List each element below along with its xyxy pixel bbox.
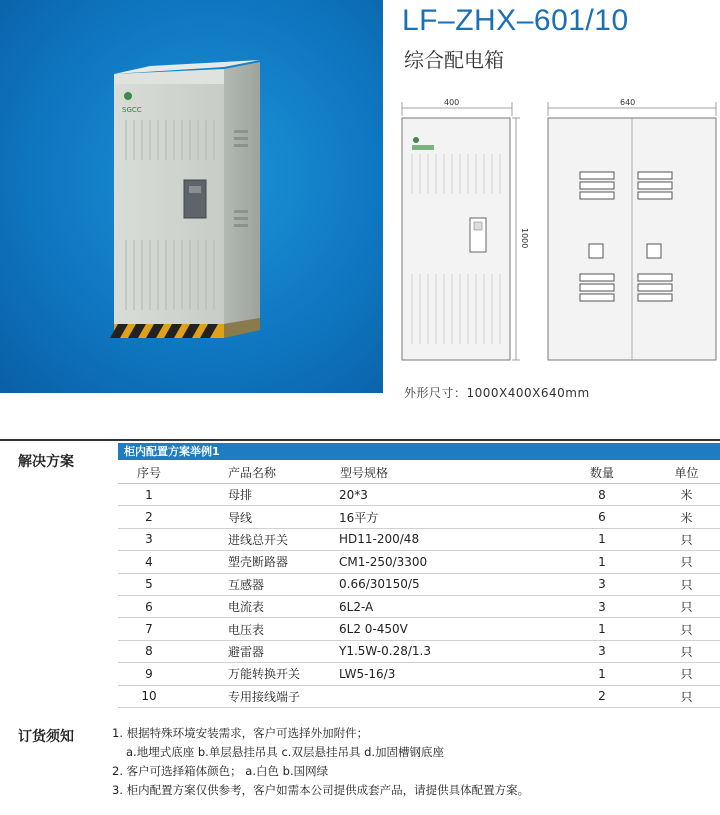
cell-index: 6 <box>118 595 180 617</box>
col-header-unit: 单位 <box>653 461 720 484</box>
cell-index: 5 <box>118 573 180 595</box>
cell-index: 2 <box>118 506 180 528</box>
col-header-product: 产品名称 <box>180 461 339 484</box>
cell-unit: 只 <box>653 618 720 640</box>
cabinet-front <box>114 84 224 324</box>
table-row <box>118 573 720 595</box>
cell-quantity: 6 <box>551 506 653 528</box>
cell-unit: 只 <box>653 595 720 617</box>
note-line: 1. 根据特殊环境安装需求，客户可选择外加附件； <box>112 726 369 740</box>
section-divider <box>0 439 720 441</box>
col-header-index: 序号 <box>118 461 180 484</box>
cell-model: LW5-16/3 <box>339 663 551 685</box>
cell-quantity: 3 <box>551 573 653 595</box>
cell-index: 1 <box>118 484 180 506</box>
cell-unit: 只 <box>653 551 720 573</box>
cell-model: 6L2-A <box>339 595 551 617</box>
cell-quantity: 3 <box>551 595 653 617</box>
table-title: 柜内配置方案举例1 <box>118 443 720 460</box>
config-table <box>118 461 720 708</box>
cell-product: 电流表 <box>180 595 339 617</box>
cell-model: 16平方 <box>339 506 551 528</box>
front-view-drawing <box>402 118 510 360</box>
cell-index: 4 <box>118 551 180 573</box>
cell-index: 7 <box>118 618 180 640</box>
cell-model: 20*3 <box>339 484 551 506</box>
cell-index: 9 <box>118 663 180 685</box>
cell-model: HD11-200/48 <box>339 528 551 550</box>
cell-quantity: 3 <box>551 640 653 662</box>
table-row <box>118 618 720 640</box>
cell-unit: 只 <box>653 663 720 685</box>
side-view-drawing <box>548 118 716 360</box>
cell-unit: 只 <box>653 640 720 662</box>
cabinet-side <box>224 62 260 324</box>
note-line: 3. 柜内配置方案仅供参考，客户如需本公司提供成套产品，请提供具体配置方案。 <box>112 783 530 797</box>
note-line: 2. 客户可选择箱体颜色； a.白色 b.国网绿 <box>112 764 329 778</box>
cell-model <box>339 685 551 707</box>
product-photo <box>0 0 383 393</box>
ordering-heading: 订货须知 <box>18 729 74 745</box>
col-header-model: 型号规格 <box>339 461 551 484</box>
cell-index: 8 <box>118 640 180 662</box>
ordering-notes <box>112 724 529 800</box>
table-row <box>118 484 720 506</box>
product-name: 综合配电箱 <box>404 48 504 72</box>
cell-product: 互感器 <box>180 573 339 595</box>
dimension-drawing <box>398 94 720 368</box>
cell-model: 0.66/30150/5 <box>339 573 551 595</box>
cell-product: 避雷器 <box>180 640 339 662</box>
front-width-label: 400 <box>444 98 460 107</box>
height-label: 1000 <box>520 228 529 249</box>
table-row <box>118 528 720 550</box>
table-row <box>118 506 720 528</box>
cell-model: Y1.5W-0.28/1.3 <box>339 640 551 662</box>
cell-model: 6L2 0-450V <box>339 618 551 640</box>
dimensions-text: 外形尺寸：1000X400X640mm <box>404 386 590 400</box>
cell-quantity: 1 <box>551 618 653 640</box>
cell-product: 电压表 <box>180 618 339 640</box>
table-header-row <box>118 461 720 484</box>
cell-unit: 米 <box>653 484 720 506</box>
cell-product: 进线总开关 <box>180 528 339 550</box>
photo-logo-text: SGCC <box>122 106 142 114</box>
cell-unit: 只 <box>653 573 720 595</box>
model-number: LF–ZHX–601/10 <box>402 4 629 37</box>
table-row <box>118 551 720 573</box>
cell-product: 母排 <box>180 484 339 506</box>
cell-quantity: 1 <box>551 663 653 685</box>
cell-quantity: 1 <box>551 528 653 550</box>
cell-model: CM1-250/3300 <box>339 551 551 573</box>
note-line: a.地埋式底座 b.单层悬挂吊具 c.双层悬挂吊具 d.加固槽钢底座 <box>126 745 445 759</box>
table-row <box>118 595 720 617</box>
cell-product: 导线 <box>180 506 339 528</box>
cell-unit: 只 <box>653 685 720 707</box>
cell-index: 3 <box>118 528 180 550</box>
cell-index: 10 <box>118 685 180 707</box>
solutions-heading: 解决方案 <box>18 454 74 470</box>
cell-product: 万能转换开关 <box>180 663 339 685</box>
cell-quantity: 1 <box>551 551 653 573</box>
cell-quantity: 2 <box>551 685 653 707</box>
table-row <box>118 685 720 707</box>
table-row <box>118 640 720 662</box>
door-lock-icon <box>184 180 206 218</box>
cell-quantity: 8 <box>551 484 653 506</box>
table-row <box>118 663 720 685</box>
cell-product: 塑壳断路器 <box>180 551 339 573</box>
logo-icon <box>124 92 132 100</box>
cell-product: 专用接线端子 <box>180 685 339 707</box>
cell-unit: 米 <box>653 506 720 528</box>
side-width-label: 640 <box>620 98 636 107</box>
cell-unit: 只 <box>653 528 720 550</box>
cabinet-photo-illustration <box>0 0 383 393</box>
col-header-quantity: 数量 <box>551 461 653 484</box>
